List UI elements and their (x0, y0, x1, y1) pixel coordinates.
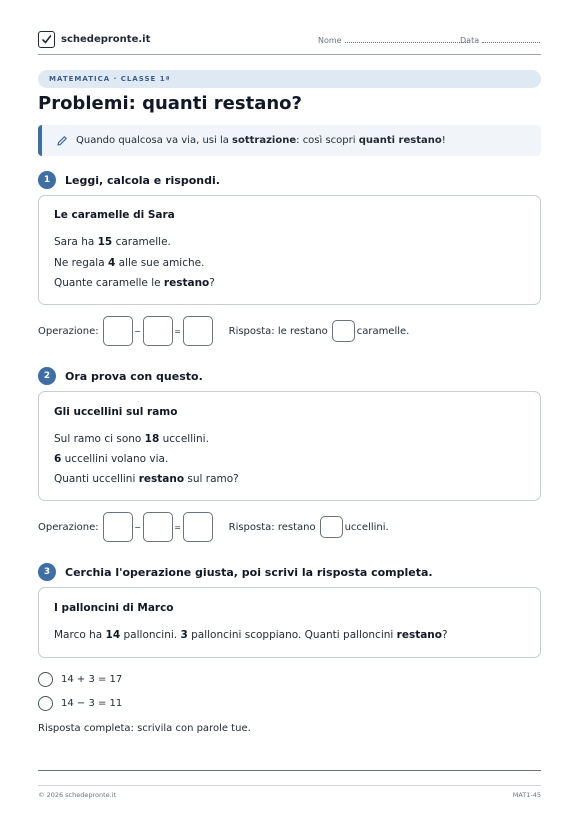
answer-label: Risposta: restano (228, 521, 316, 533)
step-number: 2 (38, 367, 56, 385)
date-field[interactable] (460, 35, 540, 45)
exercise-2-heading (38, 367, 203, 385)
page-title: Problemi: quanti restano? (38, 93, 302, 114)
footer-code: MAT1-45 (512, 791, 541, 799)
pencil-icon (56, 135, 68, 147)
operation-row-1 (38, 316, 409, 346)
operation-label: Operazione: (38, 521, 99, 533)
card-line: Marco ha 14 palloncini. 3 palloncini scoppiano. Quanti palloncini restano? (54, 629, 448, 641)
problem-card-3 (38, 587, 541, 658)
answer-box-result[interactable] (183, 316, 213, 346)
answer-box-result[interactable] (183, 512, 213, 542)
card-line: Quante caramelle le restano? (54, 277, 215, 289)
answer-line[interactable] (38, 770, 541, 771)
check-document-icon (38, 31, 55, 48)
step-instruction: Ora prova con questo. (65, 369, 203, 383)
equals-sign: = (174, 326, 181, 336)
page-header (38, 31, 541, 55)
site-name: schedepronte.it (61, 34, 151, 45)
answer-unit: uccellini. (344, 521, 389, 533)
card-line: 6 uccellini volano via. (54, 453, 169, 465)
footer-copyright: © 2026 schedepronte.it (38, 791, 117, 799)
date-blank[interactable] (482, 35, 540, 43)
minus-sign: − (134, 326, 141, 336)
footer-divider (38, 785, 541, 786)
card-line: Quanti uccellini restano sul ramo? (54, 473, 239, 485)
answer-box-subtrahend[interactable] (143, 316, 173, 346)
card-line: Sara ha 15 caramelle. (54, 236, 171, 248)
exercise-3-heading (38, 563, 433, 581)
answer-label: Risposta: le restano (228, 325, 328, 337)
site-logo (38, 31, 150, 48)
answer-box-subtrahend[interactable] (143, 512, 173, 542)
exercise-1-heading (38, 171, 220, 189)
card-line: Ne regala 4 alle sue amiche. (54, 257, 205, 269)
card-title: Le caramelle di Sara (54, 209, 175, 221)
answer-box-minuend[interactable] (103, 316, 133, 346)
problem-card-1 (38, 195, 541, 305)
name-label: Nome (318, 36, 342, 45)
operation-row-2 (38, 512, 389, 542)
name-field[interactable] (318, 35, 468, 45)
date-label: Data (460, 36, 480, 45)
option-circle[interactable] (38, 672, 53, 687)
step-number: 3 (38, 563, 56, 581)
option-text: 14 + 3 = 17 (61, 674, 123, 685)
card-title: Gli uccellini sul ramo (54, 406, 178, 418)
tip-box (38, 125, 541, 156)
problem-card-2 (38, 391, 541, 501)
minus-sign: − (134, 522, 141, 532)
name-blank[interactable] (345, 35, 468, 43)
step-instruction: Cerchia l'operazione giusta, poi scrivi la risposta completa. (65, 565, 433, 579)
subject-pill: MATEMATICA · CLASSE 1ª (38, 70, 541, 88)
answer-box-minuend[interactable] (103, 512, 133, 542)
option-row[interactable] (38, 672, 122, 687)
answer-unit: caramelle. (356, 325, 410, 337)
step-instruction: Leggi, calcola e rispondi. (65, 173, 220, 187)
option-circle[interactable] (38, 696, 53, 711)
step-number: 1 (38, 171, 56, 189)
answer-box-final[interactable] (320, 516, 343, 538)
tip-text: Quando qualcosa va via, usi la sottrazione: così scopri quanti restano! (76, 135, 446, 146)
option-row[interactable] (38, 696, 122, 711)
card-line: Sul ramo ci sono 18 uccellini. (54, 433, 209, 445)
option-text: 14 − 3 = 11 (61, 698, 123, 709)
final-answer-prompt: Risposta completa: scrivila con parole tue. (38, 723, 251, 734)
answer-box-final[interactable] (332, 320, 355, 342)
equals-sign: = (174, 522, 181, 532)
operation-label: Operazione: (38, 325, 99, 337)
card-title: I palloncini di Marco (54, 602, 174, 614)
